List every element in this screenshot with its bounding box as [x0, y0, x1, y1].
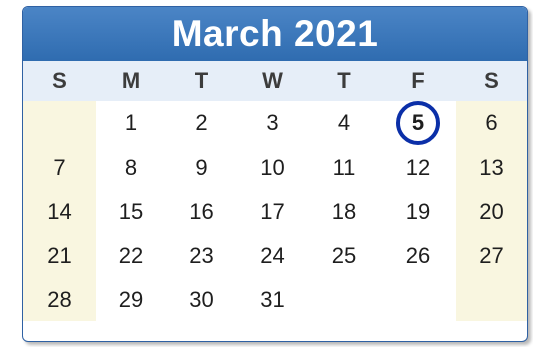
day-number: 13 [479, 154, 504, 180]
day-number: 25 [331, 243, 357, 268]
day-number: 27 [479, 243, 504, 268]
day-cell-27[interactable] [456, 234, 527, 278]
day-number: 10 [260, 154, 285, 180]
weekday-header-fri: F [380, 61, 456, 101]
day-cell-26[interactable] [380, 234, 456, 278]
day-cell-18[interactable] [308, 190, 380, 234]
day-cell-15[interactable] [96, 190, 166, 234]
day-number: 15 [118, 199, 144, 224]
calendar-widget [22, 6, 528, 342]
day-cell-19[interactable] [380, 190, 456, 234]
day-number: 19 [405, 199, 431, 224]
day-cell-empty [456, 278, 527, 321]
weekday-header-thu: T [308, 61, 380, 101]
day-number: 20 [479, 199, 504, 224]
weekday-header-wed: W [237, 61, 308, 101]
day-cell-7[interactable] [23, 145, 96, 190]
day-number: 24 [260, 243, 285, 268]
day-cell-6[interactable] [456, 101, 527, 145]
day-cell-30[interactable] [166, 278, 237, 321]
day-number: 9 [195, 154, 208, 180]
calendar-grid [23, 61, 527, 321]
month-title: March 2021 [23, 7, 527, 61]
day-cell-14[interactable] [23, 190, 96, 234]
day-cell-2[interactable] [166, 101, 237, 145]
day-number: 14 [47, 199, 72, 224]
day-cell-21[interactable] [23, 234, 96, 278]
weekday-header-sun: S [23, 61, 96, 101]
day-number: 23 [189, 243, 214, 268]
day-cell-22[interactable] [96, 234, 166, 278]
day-number: 17 [260, 199, 285, 224]
day-cell-31[interactable] [237, 278, 308, 321]
day-number: 21 [47, 243, 72, 268]
day-cell-8[interactable] [96, 145, 166, 190]
weekday-header-sat: S [456, 61, 527, 101]
day-number: 28 [47, 286, 72, 312]
day-number: 4 [337, 110, 351, 135]
day-cell-28[interactable] [23, 278, 96, 321]
day-cell-1[interactable] [96, 101, 166, 145]
day-number: 31 [260, 286, 285, 312]
day-number: 16 [189, 199, 214, 224]
day-number: 22 [118, 243, 144, 268]
day-cell-17[interactable] [237, 190, 308, 234]
weekday-header-mon: M [96, 61, 166, 101]
day-cell-23[interactable] [166, 234, 237, 278]
day-number: 8 [124, 154, 138, 180]
day-number: 26 [405, 243, 431, 268]
day-cell-4[interactable] [308, 101, 380, 145]
day-number: 5 [411, 110, 425, 135]
day-number: 2 [195, 110, 208, 135]
day-number: 3 [266, 110, 279, 135]
day-number: 7 [53, 154, 66, 180]
day-number: 1 [124, 110, 138, 135]
day-cell-3[interactable] [237, 101, 308, 145]
day-cell-29[interactable] [96, 278, 166, 321]
day-cell-12[interactable] [380, 145, 456, 190]
day-cell-empty [308, 278, 380, 321]
day-number: 11 [332, 154, 356, 180]
day-cell-11[interactable] [308, 145, 380, 190]
day-cell-9[interactable] [166, 145, 237, 190]
day-cell-5[interactable] [380, 101, 456, 145]
day-cell-25[interactable] [308, 234, 380, 278]
day-cell-10[interactable] [237, 145, 308, 190]
day-number: 6 [485, 110, 498, 135]
day-number: 18 [331, 199, 357, 224]
day-cell-24[interactable] [237, 234, 308, 278]
day-number: 12 [405, 154, 431, 180]
day-number: 30 [189, 286, 214, 312]
day-cell-16[interactable] [166, 190, 237, 234]
day-cell-empty [23, 101, 96, 145]
day-cell-20[interactable] [456, 190, 527, 234]
day-number: 29 [118, 286, 144, 312]
day-cell-13[interactable] [456, 145, 527, 190]
weekday-header-tue: T [166, 61, 237, 101]
day-cell-empty [380, 278, 456, 321]
